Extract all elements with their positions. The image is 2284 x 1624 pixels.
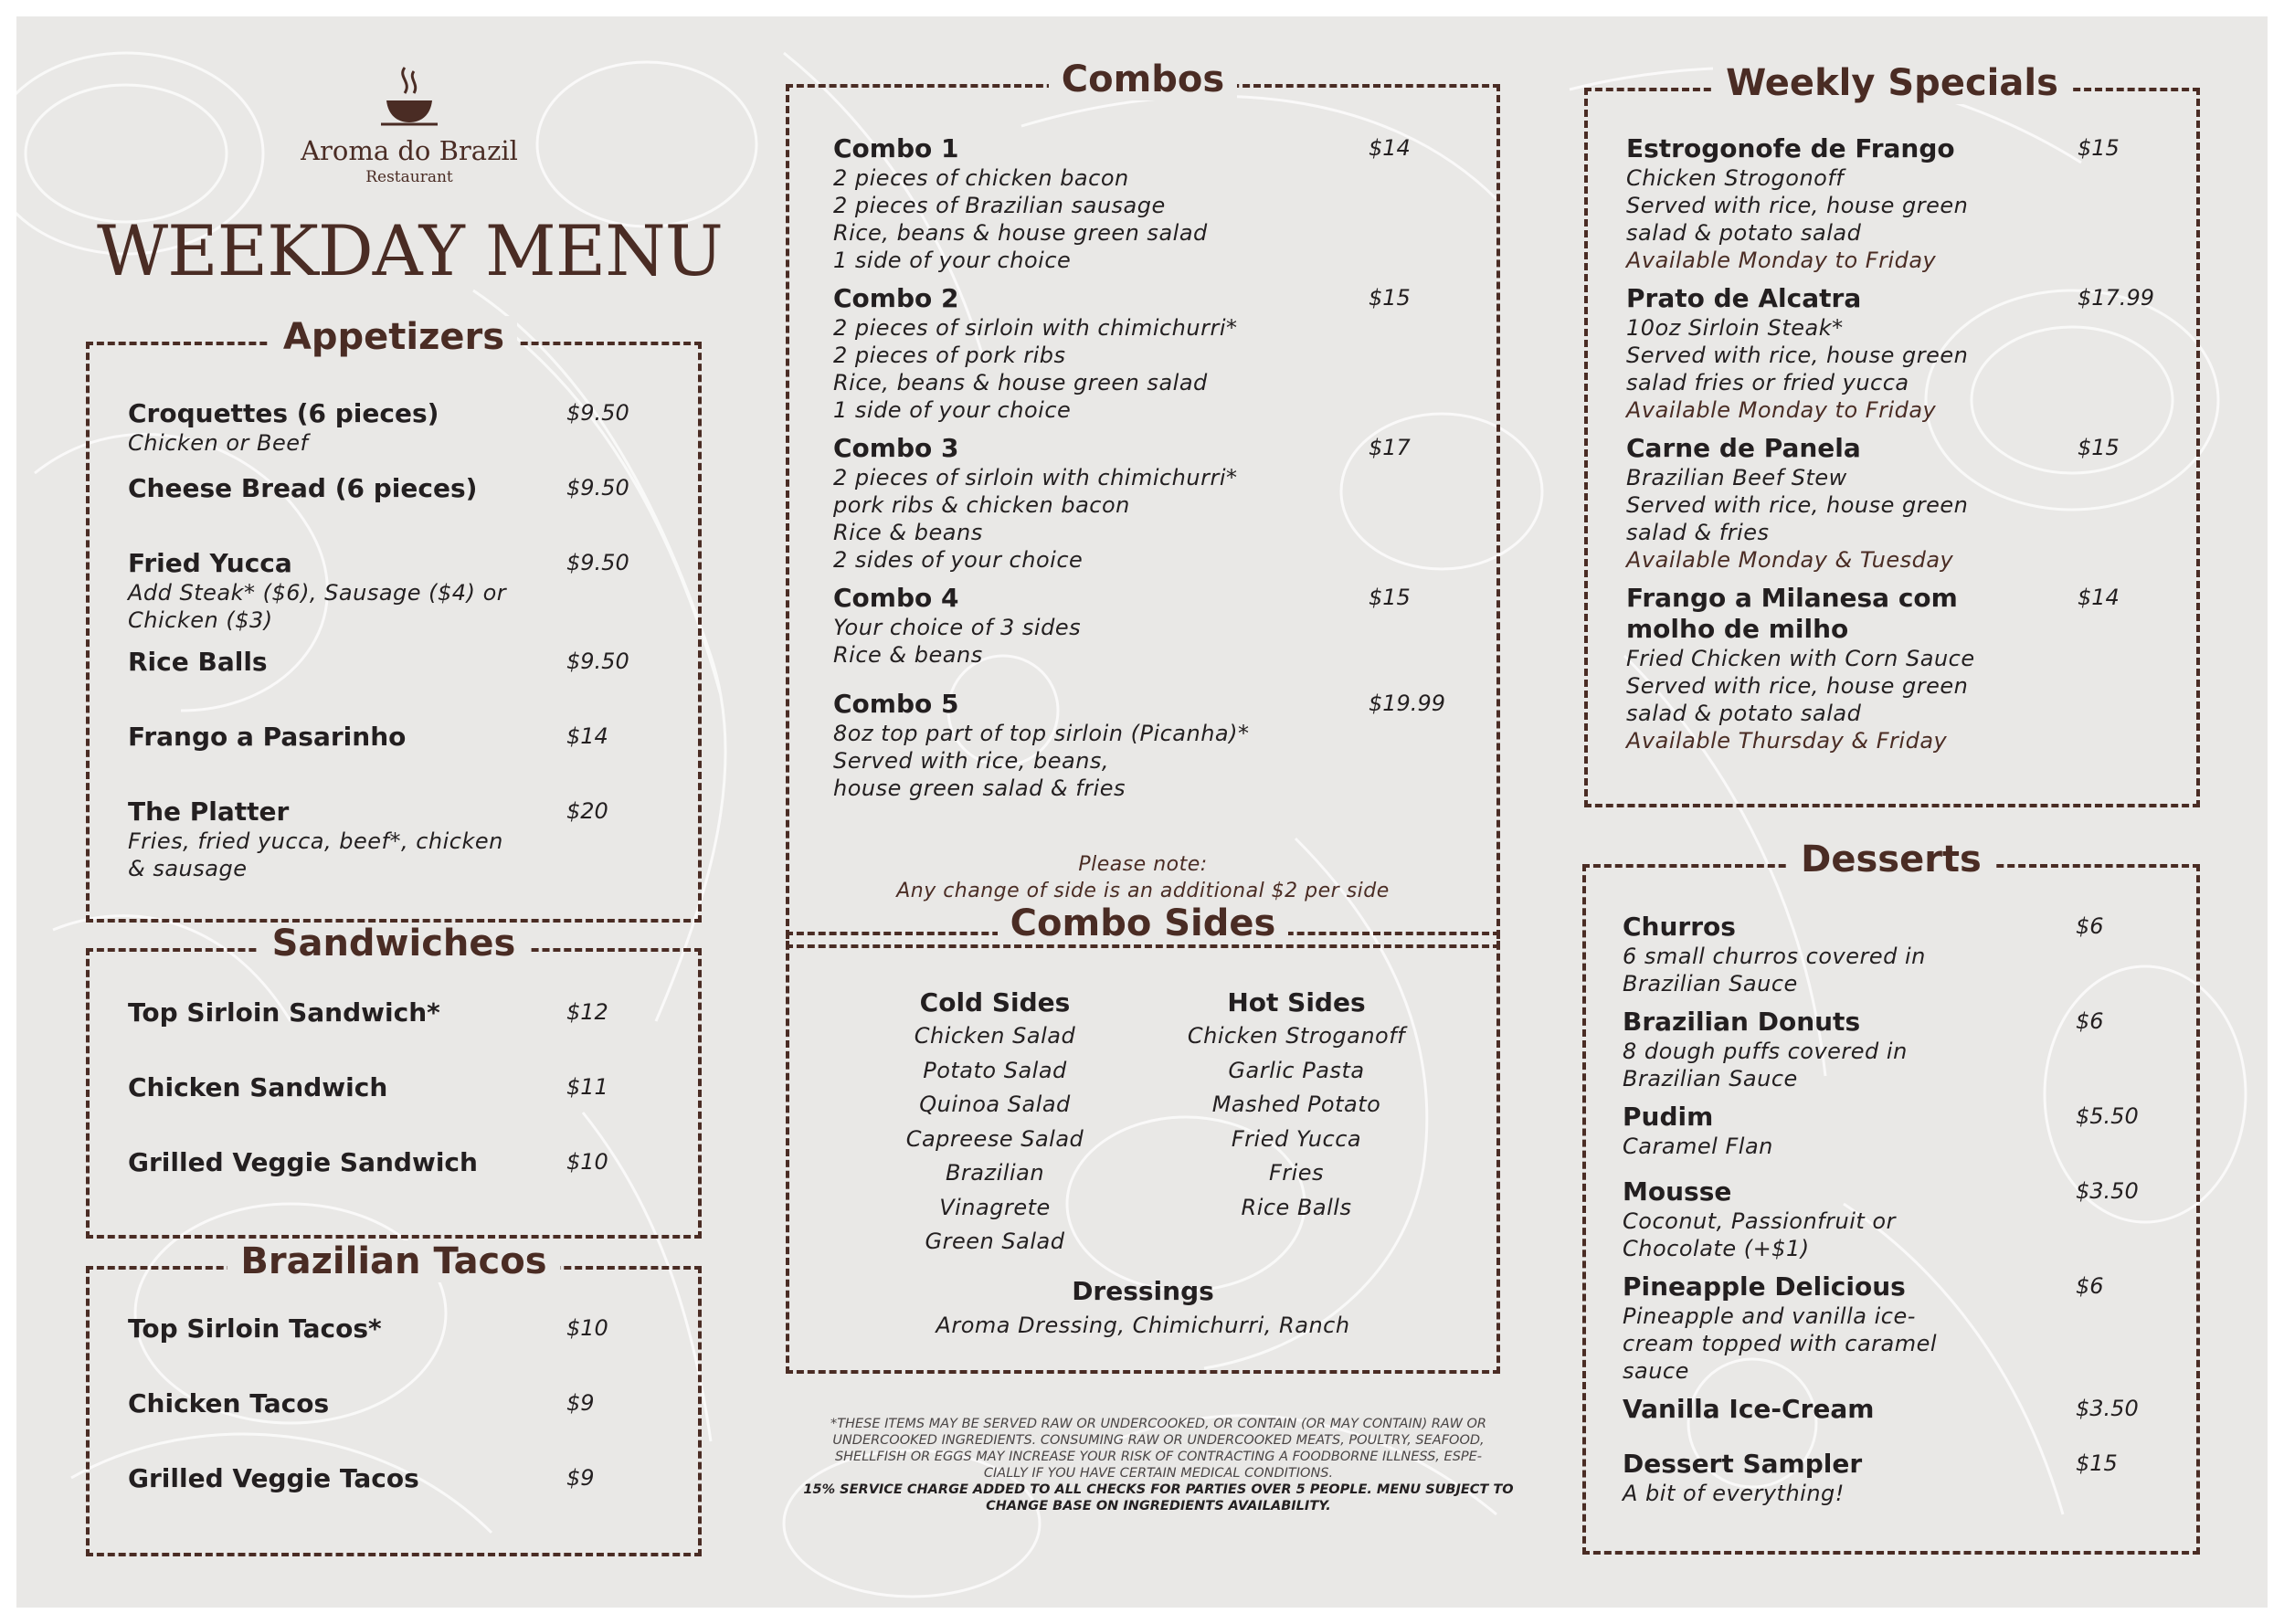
disclaimer-bold-line: CHANGE BASE ON INGREDIENTS AVAILABILITY. (986, 1499, 1331, 1513)
item-description: 10oz Sirloin Steak* (1626, 315, 1844, 341)
item-description: Rice & beans (833, 520, 983, 545)
item-description: Chicken Strogonoff (1626, 165, 1845, 191)
item-description: 6 small churros covered in (1623, 944, 1926, 969)
menu-item (128, 1463, 566, 1494)
item-description: salad & potato salad (1626, 220, 1862, 246)
item-price: $11 (566, 1074, 608, 1100)
cold-side-item: Quinoa Salad (919, 1091, 1071, 1117)
brand-logo (291, 64, 528, 186)
item-name: Combo 2 (833, 283, 959, 313)
item-price: $14 (2078, 585, 2120, 610)
item-description: Add Steak* ($6), Sausage ($4) or (128, 580, 507, 606)
item-price: $19.99 (1369, 691, 1445, 716)
menu-item (1623, 1449, 2052, 1507)
item-price: $9.50 (566, 400, 629, 426)
hot-sides-column (1150, 986, 1443, 1225)
item-name: Croquettes (6 pieces) (128, 398, 439, 428)
item-description: Chocolate (+$1) (1623, 1236, 1810, 1261)
combos-title: Combos (1049, 58, 1237, 100)
menu-item (1623, 1176, 2052, 1262)
item-price: $9.50 (566, 475, 629, 501)
item-description: Served with rice, house green (1626, 673, 1969, 699)
menu-item (1626, 433, 2056, 574)
item-description: salad & fries (1626, 520, 1770, 545)
item-name: Mousse (1623, 1176, 1732, 1207)
item-description: 1 side of your choice (833, 248, 1072, 273)
item-description: Brazilian Beef Stew (1626, 465, 1847, 490)
item-price: $14 (1369, 135, 1411, 161)
menu-item (1626, 583, 2056, 754)
item-description: 8 dough puffs covered in (1623, 1039, 1908, 1064)
menu-item (833, 133, 1345, 274)
menu-item (128, 1072, 566, 1103)
item-name: Churros (1623, 912, 1736, 942)
item-description: Brazilian Sauce (1623, 1066, 1798, 1091)
item-price: $6 (2076, 1273, 2104, 1299)
cold-sides-title: Cold Sides (919, 987, 1071, 1018)
item-name: Top Sirloin Tacos* (128, 1313, 382, 1344)
sandwiches-title: Sandwiches (259, 923, 529, 965)
brand-name: Aroma do Brazil (301, 135, 518, 166)
item-availability: Available Monday & Tuesday (1626, 547, 1954, 573)
item-name: Combo 5 (833, 689, 959, 719)
item-description: 2 pieces of Brazilian sausage (833, 193, 1166, 218)
item-name: Brazilian Donuts (1623, 1007, 1861, 1037)
menu-item (833, 433, 1345, 574)
coffee-cup-icon (377, 64, 441, 130)
menu-title: WEEKDAY MENU (97, 210, 723, 291)
item-name: Frango a Pasarinho (128, 722, 407, 752)
menu-item (128, 1388, 566, 1419)
item-description: pork ribs & chicken bacon (833, 492, 1130, 518)
item-description: sauce (1623, 1358, 1689, 1384)
item-price: $9.50 (566, 649, 629, 674)
item-description: Caramel Flan (1623, 1134, 1773, 1159)
combo-note-line: Any change of side is an additional $2 per side (896, 880, 1390, 902)
item-description: Brazilian Sauce (1623, 971, 1798, 997)
item-description: salad fries or fried yucca (1626, 370, 1909, 395)
item-price: $15 (1369, 585, 1411, 610)
item-name: Combo 4 (833, 583, 959, 613)
item-description: 1 side of your choice (833, 397, 1072, 423)
appetizers-section (86, 316, 702, 923)
item-name: Rice Balls (128, 647, 268, 677)
item-description: Pineapple and vanilla ice- (1623, 1303, 1916, 1329)
item-name: Grilled Veggie Tacos (128, 1463, 419, 1493)
item-description: Rice & beans (833, 642, 983, 668)
item-price: $12 (566, 999, 608, 1025)
item-price: $10 (566, 1149, 608, 1175)
item-name: Chicken Sandwich (128, 1072, 388, 1102)
item-name: Frango a Milanesa com (1626, 583, 1958, 613)
item-description: Rice, beans & house green salad (833, 220, 1208, 246)
combos-section (786, 58, 1500, 948)
menu-item (1623, 912, 2052, 997)
item-description: 2 pieces of sirloin with chimichurri* (833, 465, 1238, 490)
item-price: $6 (2076, 913, 2104, 939)
item-name: Estrogonofe de Frango (1626, 133, 1955, 163)
hot-sides-title: Hot Sides (1227, 987, 1366, 1018)
brand-subtitle: Restaurant (365, 168, 453, 186)
cold-side-item: Green Salad (925, 1229, 1065, 1254)
disclaimer-line: *THESE ITEMS MAY BE SERVED RAW OR UNDERCOOKED, OR CONTAIN (OR MAY CONTAIN) RAW OR (830, 1417, 1487, 1431)
item-price: $15 (2078, 435, 2120, 460)
weekly-specials-section (1584, 62, 2200, 807)
hot-side-item: Fries (1268, 1160, 1325, 1186)
combo-sides-section (786, 902, 1500, 1374)
menu-item (128, 473, 566, 504)
menu-item (128, 548, 566, 634)
item-description: Chicken or Beef (128, 430, 309, 456)
combo-note-line: Please note: (1078, 853, 1208, 876)
disclaimer-line: CIALLY IF YOU HAVE CERTAIN MEDICAL CONDITIONS. (983, 1466, 1334, 1481)
item-name: Pudim (1623, 1102, 1714, 1132)
item-description: Fried Chicken with Corn Sauce (1626, 646, 1975, 671)
item-availability: Available Monday to Friday (1626, 397, 1937, 423)
item-description: house green salad & fries (833, 775, 1126, 801)
item-description: Fries, fried yucca, beef*, chicken (128, 828, 503, 854)
menu-item (833, 689, 1345, 802)
item-name: Pineapple Delicious (1623, 1271, 1906, 1302)
menu-item (833, 283, 1345, 424)
dressings-block (789, 1275, 1496, 1343)
item-price: $20 (566, 798, 608, 824)
item-description: 2 pieces of sirloin with chimichurri* (833, 315, 1238, 341)
hot-side-item: Chicken Stroganoff (1187, 1023, 1406, 1049)
menu-item (128, 398, 566, 457)
item-price: $9 (566, 1465, 595, 1491)
menu-item (1623, 1007, 2052, 1092)
item-description: 2 pieces of chicken bacon (833, 165, 1129, 191)
item-description: A bit of everything! (1623, 1481, 1845, 1506)
disclaimer (802, 1416, 1515, 1514)
cold-side-item: Potato Salad (923, 1057, 1067, 1083)
item-name: Prato de Alcatra (1626, 283, 1862, 313)
item-name: Chicken Tacos (128, 1388, 330, 1418)
menu-item (128, 647, 566, 678)
appetizers-title: Appetizers (270, 316, 517, 358)
weekly-specials-title: Weekly Specials (1713, 62, 2071, 104)
disclaimer-bold-line: 15% SERVICE CHARGE ADDED TO ALL CHECKS FOR PARTIES OVER 5 PEOPLE. MENU SUBJECT TO (803, 1482, 1514, 1497)
item-name: Combo 3 (833, 433, 959, 463)
cold-side-item: Capreese Salad (905, 1125, 1084, 1152)
item-description: Served with rice, house green (1626, 492, 1969, 518)
item-price: $14 (566, 723, 608, 749)
menu-item (833, 583, 1345, 669)
tacos-section (86, 1240, 702, 1556)
menu-item (128, 997, 566, 1028)
item-name: The Platter (128, 796, 290, 827)
item-availability: Available Monday to Friday (1626, 248, 1937, 273)
item-description: Served with rice, house green (1626, 343, 1969, 368)
item-price: $9 (566, 1390, 595, 1416)
cold-side-item: Chicken Salad (914, 1023, 1076, 1049)
cold-side-item: Vinagrete (939, 1194, 1051, 1220)
item-price: $5.50 (2076, 1103, 2139, 1129)
tacos-title: Brazilian Tacos (227, 1240, 559, 1282)
menu-item (1626, 283, 2056, 424)
hot-side-item: Mashed Potato (1211, 1091, 1381, 1117)
hot-side-item: Fried Yucca (1231, 1125, 1362, 1152)
desserts-section (1582, 838, 2200, 1555)
disclaimer-line: SHELLFISH OR EGGS MAY INCREASE YOUR RISK OF CONTRACTING A FOODBORNE ILLNESS, ESPE- (834, 1450, 1483, 1464)
item-price: $3.50 (2076, 1178, 2139, 1204)
sandwiches-section (86, 923, 702, 1239)
menu-item (128, 1313, 566, 1345)
combo-sides-title: Combo Sides (998, 902, 1289, 944)
item-name: molho de milho (1626, 614, 1849, 644)
cold-side-item: Brazilian (945, 1160, 1045, 1186)
hot-side-item: Garlic Pasta (1228, 1057, 1365, 1083)
item-description: Rice, beans & house green salad (833, 370, 1208, 395)
menu-item (1623, 1271, 2052, 1385)
dressings-text: Aroma Dressing, Chimichurri, Ranch (936, 1313, 1350, 1338)
item-name: Dessert Sampler (1623, 1449, 1863, 1479)
item-description: cream topped with caramel (1623, 1331, 1938, 1356)
item-price: $15 (1369, 285, 1411, 311)
combo-note (789, 851, 1496, 904)
item-description: Served with rice, beans, (833, 748, 1110, 774)
dressings-title: Dressings (1072, 1276, 1214, 1306)
item-availability: Available Thursday & Friday (1626, 728, 1948, 754)
item-price: $17.99 (2078, 285, 2154, 311)
menu-item (1623, 1394, 2052, 1425)
item-price: $9.50 (566, 550, 629, 575)
menu-item (128, 1147, 566, 1178)
item-name: Fried Yucca (128, 548, 292, 578)
cold-sides-column (862, 986, 1127, 1260)
item-description: Chicken ($3) (128, 607, 273, 633)
item-name: Top Sirloin Sandwich* (128, 997, 440, 1028)
item-description: & sausage (128, 856, 248, 881)
hot-side-item: Rice Balls (1241, 1194, 1352, 1220)
menu-item (1626, 133, 2056, 274)
disclaimer-line: UNDERCOOKED INGREDIENTS. CONSUMING RAW OR UNDERCOOKED MEATS, POULTRY, SEAFOOD, (832, 1433, 1485, 1448)
item-price: $15 (2078, 135, 2120, 161)
item-price: $15 (2076, 1450, 2118, 1476)
item-description: 2 sides of your choice (833, 547, 1084, 573)
item-description: 2 pieces of pork ribs (833, 343, 1066, 368)
item-name: Carne de Panela (1626, 433, 1861, 463)
item-price: $3.50 (2076, 1396, 2139, 1421)
item-description: Served with rice, house green (1626, 193, 1969, 218)
item-description: 8oz top part of top sirloin (Picanha)* (833, 721, 1250, 746)
menu-item (128, 796, 566, 882)
menu-item (1623, 1102, 2052, 1160)
menu-page (16, 16, 2268, 1608)
item-name: Vanilla Ice-Cream (1623, 1394, 1875, 1424)
menu-item (128, 722, 566, 753)
item-price: $6 (2076, 1008, 2104, 1034)
item-price: $17 (1369, 435, 1411, 460)
item-name: Cheese Bread (6 pieces) (128, 473, 478, 503)
item-name: Grilled Veggie Sandwich (128, 1147, 478, 1177)
item-description: salad & potato salad (1626, 701, 1862, 726)
item-description: Your choice of 3 sides (833, 615, 1082, 640)
item-name: Combo 1 (833, 133, 959, 163)
item-description: Coconut, Passionfruit or (1623, 1208, 1896, 1234)
desserts-title: Desserts (1788, 838, 1994, 881)
item-price: $10 (566, 1315, 608, 1341)
